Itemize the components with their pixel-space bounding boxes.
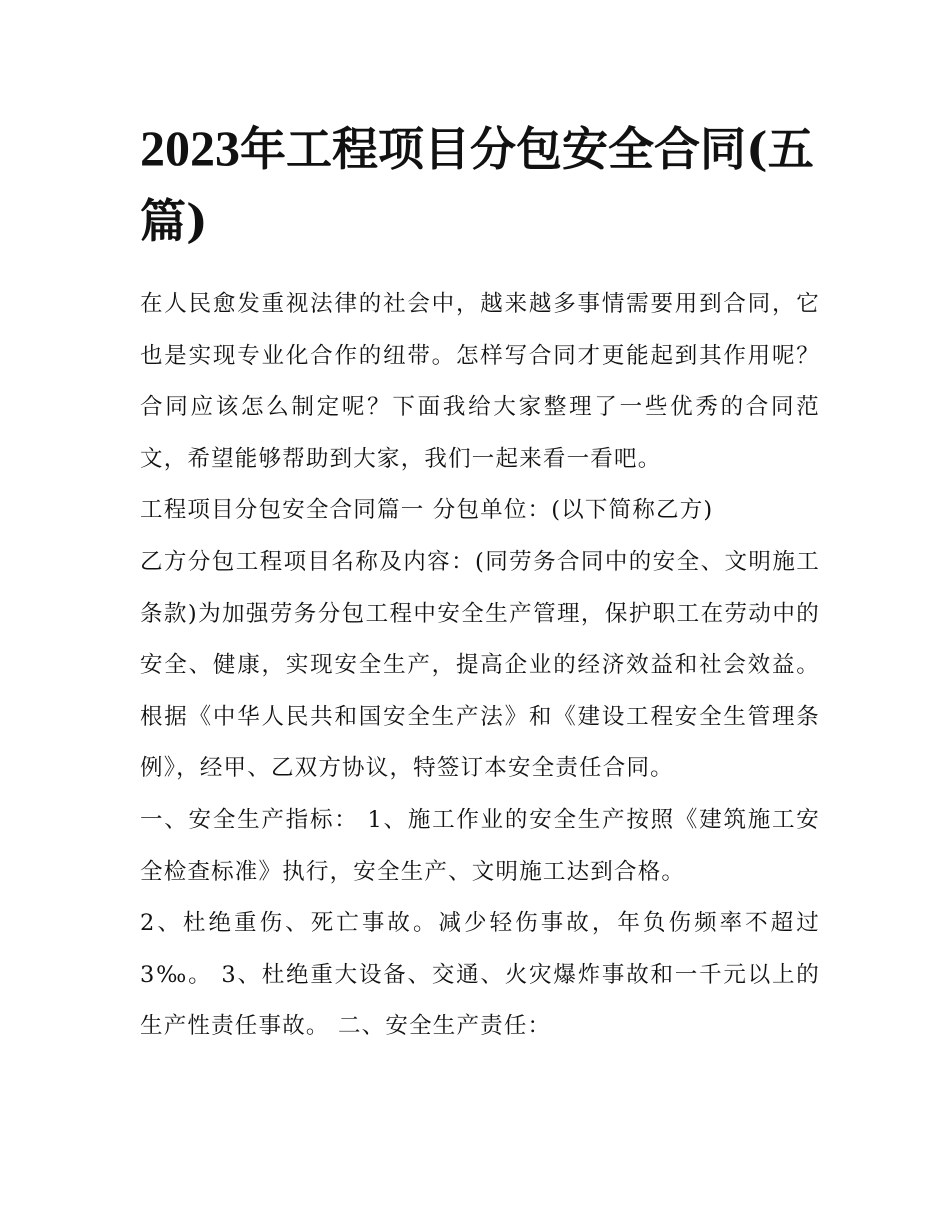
title-text: 年工程项目分包安全合同(五篇) [140,122,814,248]
paragraph-project-scope: 乙方分包工程项目名称及内容：(同劳务合同中的安全、文明施工条款)为加强劳务分包工程中安全生产管理，保护职工在劳动中的安全、健康，实现安全生产，提高企业的经济效益和社会效益。根据《中华人民共和国安全生产法》和《建设工程安全生管理条例》，经甲、乙双方协议，特签订本安全责任合同。 [140,548,820,782]
paragraph-contract-header: 工程项目分包安全合同篇一 分包单位：(以下简称乙方) [140,497,714,524]
document-body [140,279,820,1053]
paragraph-safety-indicators: 一、安全生产指标： 1、施工作业的安全生产按照《建筑施工安全检查标准》执行，安全生产、文明施工达到合格。 [140,806,820,885]
paragraph-intro: 在人民愈发重视法律的社会中，越来越多事情需要用到合同，它也是实现专业化合作的纽带。怎样写合同才更能起到其作用呢？合同应该怎么制定呢？下面我给大家整理了一些优秀的合同范文，希望能够帮助到大家，我们一起来看一看吧。 [140,291,820,472]
title-year: 2023 [140,120,240,176]
paragraph-accident-targets: 2、杜绝重伤、死亡事故。减少轻伤事故，年负伤频率不超过3‰。 3、杜绝重大设备、交通、火灾爆炸事故和一千元以上的生产性责任事故。 二、安全生产责任： [140,910,820,1040]
document-title [140,112,820,257]
document-content [140,112,820,1053]
